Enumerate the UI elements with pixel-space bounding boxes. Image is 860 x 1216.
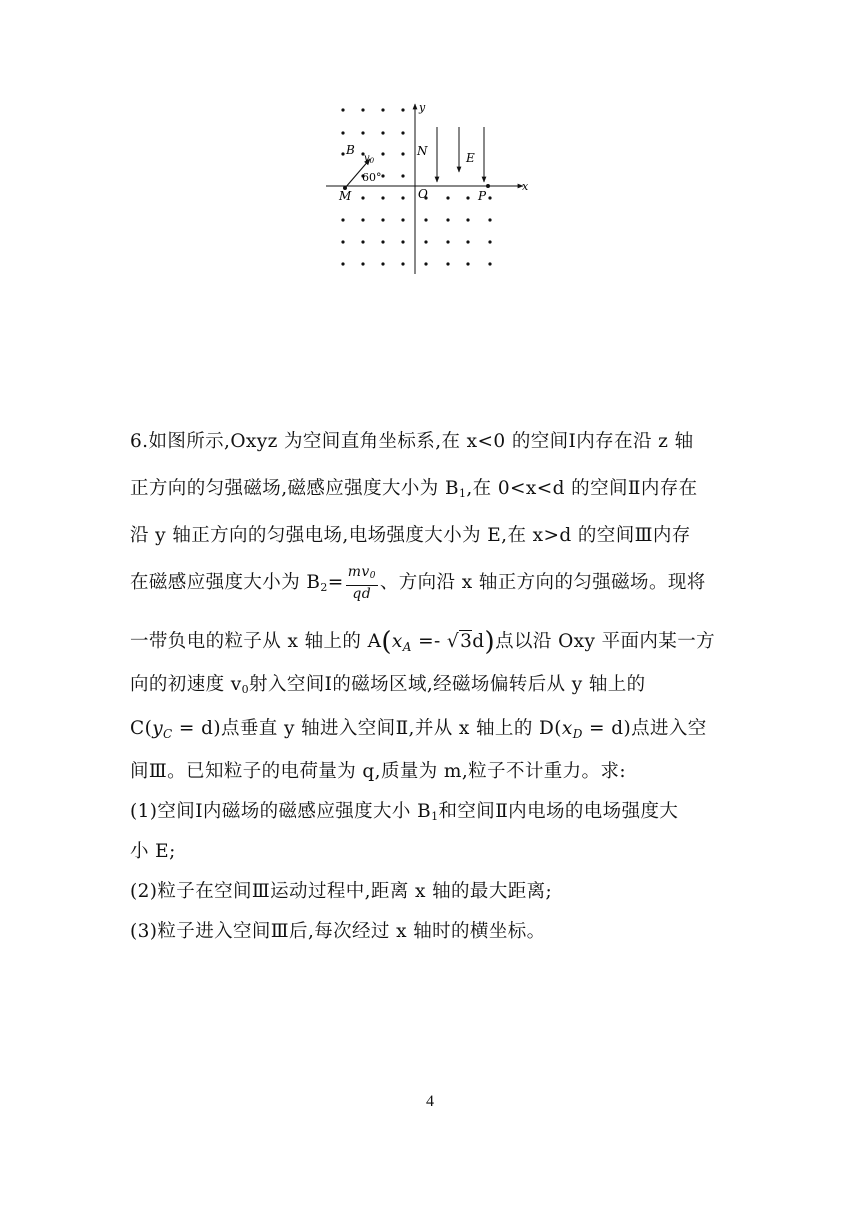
field-dot [446, 218, 449, 221]
field-dot [401, 108, 404, 111]
problem-line: 向的初速度 $v_0$射入空间Ⅰ的磁场区域,经磁场偏转后从 y 轴上的 [130, 674, 646, 696]
field-dot [401, 152, 404, 155]
field-dot [401, 218, 404, 221]
field-dot [381, 152, 384, 155]
field-dot [361, 240, 364, 243]
page-number: 4 [426, 1093, 434, 1110]
field-dot [341, 131, 344, 134]
label-v0: $v_0$ [364, 153, 375, 165]
problem-line: $C(y_C = d)$点垂直 y 轴进入空间Ⅱ,并从 x 轴上的 $D(x_D = d)$点进入空 [130, 718, 707, 741]
problem-line: 在磁感应强度大小为 $B_2=$ $\frac{mv0}{qd}$ 、方向沿 x 轴正方向的匀强磁场。现将 [130, 563, 706, 602]
field-dot [446, 196, 449, 199]
field-dot [466, 196, 469, 199]
field-dot [361, 262, 364, 265]
label-b: B [346, 143, 355, 157]
field-dot [381, 218, 384, 221]
field-dot [381, 196, 384, 199]
field-dot [341, 240, 344, 243]
field-dot [401, 240, 404, 243]
figure-diagram [318, 96, 538, 276]
field-dot [341, 262, 344, 265]
field-dot [446, 240, 449, 243]
field-dot [488, 240, 491, 243]
label-p: P [478, 189, 487, 203]
field-dot [466, 240, 469, 243]
magnetic-field-dots [341, 108, 491, 265]
field-dot [424, 218, 427, 221]
field-dot [401, 262, 404, 265]
question-3: (3)粒子进入空间Ⅲ后,每次经过 x 轴时的横坐标。 [130, 921, 546, 942]
question-1-cont: 小 E; [130, 841, 176, 862]
label-n: N [417, 144, 428, 158]
label-o: O [418, 187, 428, 201]
label-m: M [339, 189, 352, 203]
field-dot [488, 196, 491, 199]
label-angle: 60° [362, 171, 382, 184]
field-dot [446, 262, 449, 265]
field-dot [466, 262, 469, 265]
problem-line: 6.如图所示,Oxyz 为空间直角坐标系,在 x<0 的空间Ⅰ内存在沿 z 轴 [130, 431, 694, 452]
problem-text [130, 418, 730, 952]
fraction-b2: $\frac{mv0}{qd}$ [347, 563, 376, 602]
problem-line: 一带负电的粒子从 x 轴上的 $A(x_A =- √3d)$点以沿 Oxy 平面内某一方 [130, 627, 716, 657]
field-dot [361, 108, 364, 111]
field-dot [401, 196, 404, 199]
label-e: E [466, 151, 475, 165]
field-dot [488, 218, 491, 221]
question-1: (1)空间Ⅰ内磁场的磁感应强度大小 $B_1$和空间Ⅱ内电场的电场强度大 [130, 801, 679, 823]
y-axis-label: y [419, 101, 426, 114]
problem-line: 正方向的匀强磁场,磁感应强度大小为 $B_1$,在 0<x<d 的空间Ⅱ内存在 [130, 478, 698, 500]
field-dot [424, 240, 427, 243]
field-dot [381, 240, 384, 243]
field-dot [361, 218, 364, 221]
field-dot [341, 152, 344, 155]
field-dot [381, 262, 384, 265]
field-dot [341, 108, 344, 111]
field-dot [488, 262, 491, 265]
field-dot [381, 131, 384, 134]
question-2: (2)粒子在空间Ⅲ运动过程中,距离 x 轴的最大距离; [130, 881, 553, 902]
field-dot [401, 174, 404, 177]
field-dot [424, 262, 427, 265]
x-axis-label: x [522, 180, 529, 193]
field-dot [466, 218, 469, 221]
problem-line: 沿 y 轴正方向的匀强电场,电场强度大小为 E,在 x>d 的空间Ⅲ内存 [130, 525, 691, 546]
problem-line: 间Ⅲ。已知粒子的电荷量为 q,质量为 m,粒子不计重力。求: [130, 761, 626, 782]
field-dot [401, 131, 404, 134]
field-dot [381, 174, 384, 177]
field-dot [361, 131, 364, 134]
field-dot [381, 108, 384, 111]
field-dot [341, 218, 344, 221]
field-dot [361, 196, 364, 199]
